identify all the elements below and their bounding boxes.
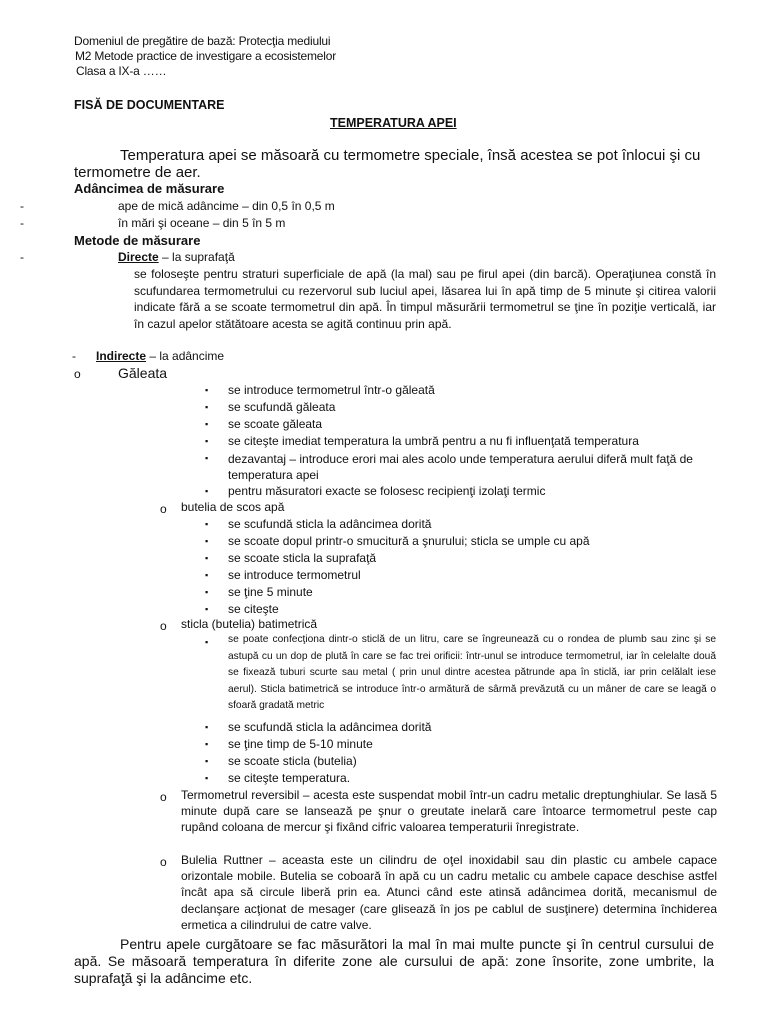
butelia-item-3: se scoate sticla la suprafaţă — [228, 551, 377, 565]
dash-marker: - — [20, 216, 24, 230]
depth-item-2: în mări şi oceane – din 5 în 5 m — [118, 216, 286, 230]
sticla-label: sticla (butelia) batimetrică — [181, 617, 318, 631]
butelia-label: butelia de scos apă — [181, 500, 285, 514]
dash-marker: - — [72, 349, 76, 363]
square-bullet: ▪ — [205, 553, 209, 563]
indirect-label: Indirecte — [96, 349, 147, 363]
topic-title: TEMPERATURA APEI — [330, 116, 457, 130]
square-bullet: ▪ — [205, 587, 209, 597]
galeata-item-5: dezavantaj – introduce erori mai ales acolo unde temperatura aerului diferă mult faţă de temperatura apei — [228, 452, 693, 482]
header-module: M2 Metode practice de investigare a ecosistemelor — [75, 49, 336, 63]
direct-suffix: – la suprafaţă — [158, 250, 235, 264]
header-domain: Domeniul de pregătire de bază: Protecţia mediului — [74, 34, 331, 48]
depth-heading: Adâncimea de măsurare — [74, 181, 225, 196]
intro-paragraph: Temperatura apei se măsoară cu termometre speciale, însă acestea se pot înlocui şi cu termometre de aer. — [74, 147, 701, 181]
butelia-item-4: se introduce termometrul — [228, 568, 361, 582]
dash-marker: - — [20, 250, 24, 264]
indirect-suffix: – la adâncime — [146, 349, 225, 363]
circle-marker: o — [160, 619, 167, 633]
square-bullet: ▪ — [205, 385, 209, 395]
square-bullet: ▪ — [205, 756, 209, 766]
indirect-method — [96, 349, 224, 363]
galeata-item-3: se scoate găleata — [228, 417, 323, 431]
square-bullet: ▪ — [205, 486, 209, 496]
square-bullet: ▪ — [205, 570, 209, 580]
square-bullet: ▪ — [205, 436, 209, 446]
galeata-item-1: se introduce termometrul într-o găleată — [228, 383, 435, 397]
direct-description: se foloseşte pentru straturi superficiale de apă (la mal) sau pe firul apei (din barcă). Operaţiunea constă în scufundarea termometrului cu rezervorul sub luciul apei, lăsarea lui în apă timp de 5 minute şi citirea valorii indicate fără a se scoate termometrul din apă. În timpul măsurării termometrul se ţine în poziţie verticală, iar în cazul apelor stătătoare acesta se agită continuu prin apă. — [134, 267, 716, 331]
square-bullet: ▪ — [205, 453, 209, 463]
circle-marker: o — [74, 367, 81, 381]
square-bullet: ▪ — [205, 519, 209, 529]
square-bullet: ▪ — [205, 637, 209, 647]
ruttner-bottle: Bulelia Ruttner – aceasta este un cilindru de oţel inoxidabil sau din plastic cu ambele capace orizontale mobile. Butelia se coboară în apă cu un cadru metalic cu ambele capace deschise astfel încât apa să circule liberă prin ea. Atunci când este atinsă adâncimea dorită, mecanismul de declanşare acţionat de mesager (care glisează în jos pe cablul de susţinere) determina închiderea ermetica a cilindrului de catre valve. — [181, 853, 717, 932]
header-class: Clasa a IX-a …… — [76, 64, 167, 78]
galeata-label: Găleata — [118, 365, 168, 381]
square-bullet: ▪ — [205, 536, 209, 546]
square-bullet: ▪ — [205, 402, 209, 412]
methods-heading: Metode de măsurare — [74, 233, 201, 248]
butelia-item-6: se citeşte — [228, 602, 279, 616]
square-bullet: ▪ — [205, 773, 209, 783]
outro-paragraph: Pentru apele curgătoare se fac măsurători la mal în mai multe puncte şi în centrul cursului de apă. Se măsoară temperatura în diferite zone ale cursului de apă: zone însorite, zone umbrite, la suprafaţă şi la adâncime etc. — [74, 936, 714, 986]
square-bullet: ▪ — [205, 739, 209, 749]
dash-marker: - — [20, 199, 24, 213]
square-bullet: ▪ — [205, 419, 209, 429]
sticla-item-3: se scoate sticla (butelia) — [228, 754, 357, 768]
butelia-item-5: se ţine 5 minute — [228, 585, 313, 599]
galeata-item-2: se scufundă găleata — [228, 400, 336, 414]
square-bullet: ▪ — [205, 604, 209, 614]
sticla-item-4: se citeşte temperatura. — [228, 771, 351, 785]
butelia-item-2: se scoate dopul printr-o smucitură a şnurului; sticla se umple cu apă — [228, 534, 590, 548]
circle-marker: o — [160, 502, 167, 516]
document-title: FISĂ DE DOCUMENTARE — [74, 98, 225, 112]
square-bullet: ▪ — [205, 722, 209, 732]
galeata-item-6: pentru măsuratori exacte se folosesc recipienţi izolaţi termic — [228, 484, 546, 498]
depth-item-1: ape de mică adâncime – din 0,5 în 0,5 m — [118, 199, 335, 213]
circle-marker: o — [160, 855, 167, 869]
sticla-description: se poate confecţiona dintr-o sticlă de un litru, care se îngreunează cu o rondea de plumb sau zinc şi se astupă cu un dop de plută în care se fac trei orificii: într-unul se introduce termometrul, iar în celelalte două se fixează tuburi scurte sau metal ( prin unul dintre acestea pătrunde apa în sticlă, iar prin celălalt iese aerul). Sticla batimetrică se introduce într-o armătură de sârmă prevăzută cu un mâner de care se leagă o sfoară gradată metric — [228, 634, 716, 711]
butelia-item-1: se scufundă sticla la adâncimea dorită — [228, 517, 432, 531]
direct-method — [118, 250, 235, 264]
circle-marker: o — [160, 790, 167, 804]
reversible-thermometer: Termometrul reversibil – acesta este suspendat mobil într-un cadru metalic dreptunghiular. Se lasă 5 minute după care se lansează pe şnur o greutate inelară care întoarce termometrul peste cap rupând coloana de mercur şi fixând cifric valoarea temperaturii înregistrate. — [181, 788, 717, 835]
direct-label: Directe — [118, 250, 159, 264]
sticla-item-1: se scufundă sticla la adâncimea dorită — [228, 720, 432, 734]
galeata-item-4: se citeşte imediat temperatura la umbră pentru a nu fi influenţată temperatura — [228, 434, 639, 448]
sticla-item-2: se ţine timp de 5-10 minute — [228, 737, 373, 751]
